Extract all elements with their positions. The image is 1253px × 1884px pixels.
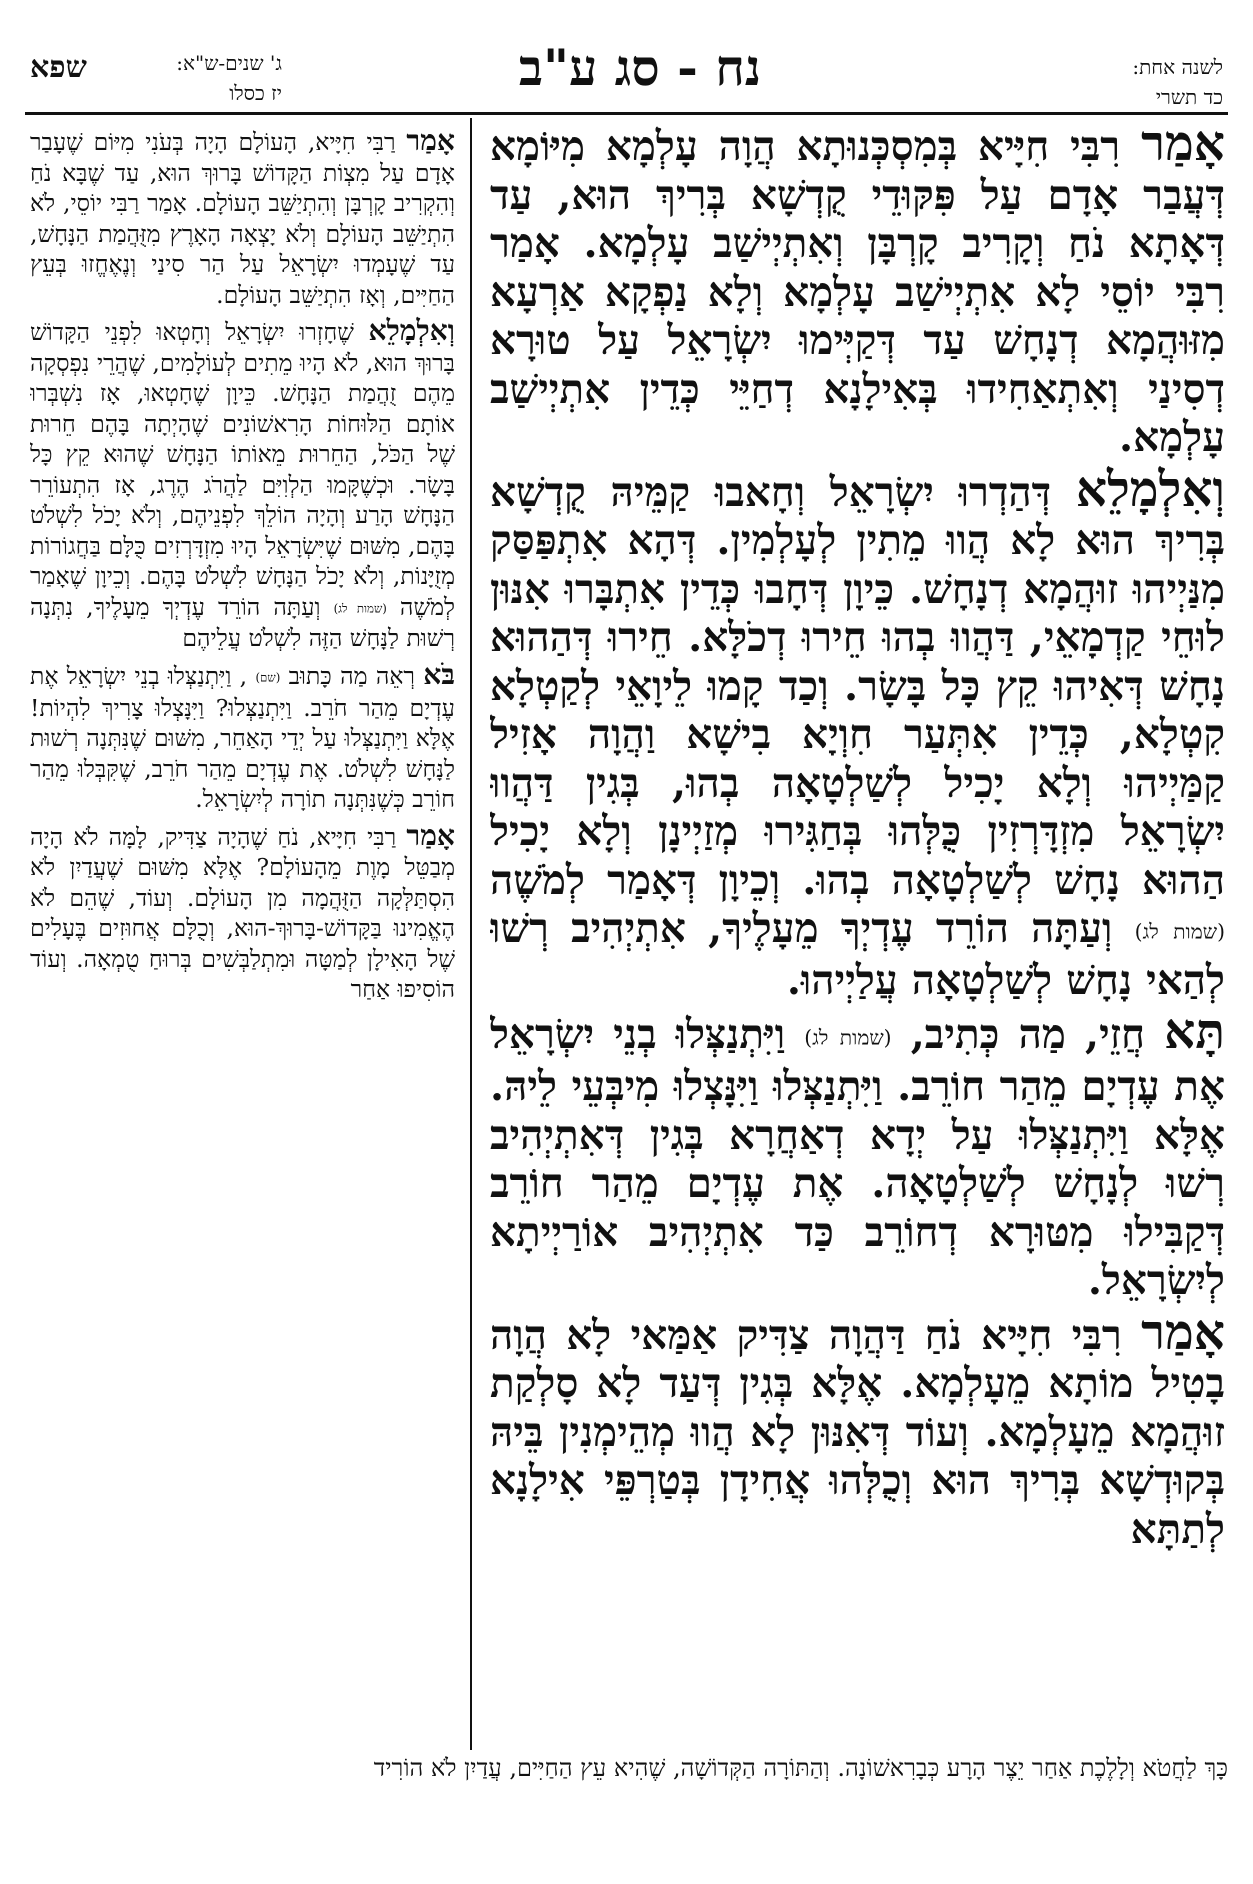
paragraph-text: דְּהַדְרוּ יִשְׂרָאֵל וְחָאבוּ קַמֵּיהּ קֻדְשָׁא בְּרִיךְ הוּא לָא הֲווּ מֵתִין לְעָלְמִין. דְּהָא אִתְפַּסַּק מִנַּיְיהוּ זוּהֲמָא דְנָחָשׁ. כֵּיוָן דְּחָבוּ כְּדֵין אִתְבָּרוּ אִנּוּן לוּחֵי קַדְמָאֵי, דַּהֲווּ בְהוּ חֵירוּ דְכֹלָּא. חֵירוּ דְּהַהוּא נָחָשׁ דְּאִיהוּ קֵץ כָּל בָּשָׂר. וְכַד קָמוּ לֵיוָאֵי לְקַטְלָא קִטְלָא, כְּדֵין אִתְּעַר חִוְיָא בִישָׁא וַהֲוָה אָזִיל קַמַּיְיהוּ וְלָא יָכִיל לְשַׁלְטָאָה בְהוּ, בְּגִין דַּהֲווּ יִשְׂרָאֵל מִזְדָּרְזִין כֻּלְּהוּ בְּחַגִּירוּ מְזַיְינָן וְלָא יָכִיל הַהוּא נָחָשׁ לְשַׁלְטָאָה בְהוּ. וְכֵיוָן דְּאָמַר לְמֹשֶׁה xyxy=(490,467,1225,904)
paragraph-text: רַבִּי חִיָּיא, נֹחַ שֶׁהָיָה צַדִּיק, לָמָּה לֹא הָיָה מְבַטֵּל מָוֶת מֵהָעוֹלָם? אֶלָּא מִשּׁוּם שֶׁעֲדַיִן לֹא הִסְתַּלְּקָה הַזֻּהֲמָה מִן הָעוֹלָם. וְעוֹד, שֶׁהֵם לֹא הֶאֱמִינוּ בַּקָּדוֹשׁ-בָּרוּךְ-הוּא, וְכֻלָּם אֲחוּזִים בֶּעָלִים שֶׁל הָאִילָן לְמַטָּה וּמִתְלַבְּשִׁים בְּרוּחַ טֻמְאָה. וְעוֹד הוֹסִיפוּ אַחַר xyxy=(30,822,455,1003)
page-header xyxy=(0,0,1253,110)
paragraph xyxy=(490,120,1225,462)
paragraph xyxy=(490,460,1225,1005)
paragraph xyxy=(30,126,455,310)
schedule-date: יז כסלו xyxy=(229,81,282,105)
paragraph xyxy=(30,657,455,815)
paragraph-text: רִבִּי חִיָּיא בְּמִסְכְּנוּתָא הֲוָה עָלְמָא מִיּוֹמָא דְּעֲבַר אָדָם עַל פִּקּוּדֵי קֻדְשָׁא בְּרִיךְ הוּא, עַד דְּאָתָא נֹחַ וְקָרִיב קָרְבָּן וְאִתְיְישַׁב עָלְמָא. אָמַר רִבִּי יוֹסֵי לָא אִתְיְישַׁב עָלְמָא וְלָא נַפְקָא אַרְעָא מִזּוּהֲמָא דְנָחָשׁ עַד דְּקַיְּימוּ יִשְׂרָאֵל עַל טוּרָא דְסִינַי וְאִתְאַחִידוּ בְּאִילָנָא דְחַיֵּי כְּדֵין אִתְיְישַׁב עָלְמָא. xyxy=(490,122,1225,461)
scripture-reference: (שמות לג) xyxy=(1134,919,1225,944)
study-schedule-one-year xyxy=(1003,52,1223,112)
main-text-column xyxy=(490,120,1225,1750)
paragraph-text: רִבִּי חִיָּיא נֹחַ דַּהֲוָה צַדִּיק אַמַּאי לָא הֲוָה בָטִיל מוֹתָא מֵעָלְמָא. אֶלָּא בְּגִין דְּעַד לָא סָלְקַת זוּהֲמָא מֵעָלְמָא. וְעוֹד דְּאִנּוּן לָא הֲווּ מְהֵימְנִין בֵּיהּ בְּקוּדְשָׁא בְּרִיךְ הוּא וְכֻלְּהוּ אֲחִידָן בְּטַרְפֵּי אִילָנָא לְתַתָּא xyxy=(490,1310,1225,1553)
page-number: שפא xyxy=(30,50,87,85)
paragraph xyxy=(30,316,455,654)
paragraph-text: רְאֵה מַה כָּתוּב xyxy=(288,661,415,690)
study-schedule-three-years xyxy=(112,48,282,108)
paragraph-opener: וְאִלְמָלֵא xyxy=(368,314,455,347)
paragraph-opener: אָמַר xyxy=(1141,120,1225,172)
scripture-reference: (שמות לג) xyxy=(804,1025,892,1050)
paragraph-opener: אָמַר xyxy=(1141,1303,1225,1361)
paragraph-text: חֲזֵי, מַה כְּתִיב, xyxy=(910,1010,1145,1059)
paragraph-text: שֶׁחָזְרוּ יִשְׂרָאֵל וְחָטְאוּ לִפְנֵי הַקָּדוֹשׁ בָּרוּךְ הוּא, לֹא הָיוּ מֵתִים לְעוֹלָמִים, שֶׁהֲרֵי נִפְסְקָה מֵהֶם זֻהֲמַת הַנָּחָשׁ. כֵּיוָן שֶׁחָטְאוּ, אָז נִשְׁבְּרוּ אוֹתָם הַלּוּחוֹת הָרִאשׁוֹנִים שֶׁהָיְתָה בָּהֶם חֵרוּת שֶׁל הַכֹּל, הַחֵרוּת מֵאוֹתוֹ הַנָּחָשׁ שֶׁהוּא קֵץ כָּל בָּשָׂר. וּכְשֶׁקָּמוּ הַלְוִיִּם לַהֲרֹג הֶרֶג, אָז הִתְעוֹרֵר הַנָּחָשׁ הָרַע וְהָיָה הוֹלֵךְ לִפְנֵיהֶם, וְלֹא יָכֹל לִשְׁלֹט בָּהֶם, מִשּׁוּם שֶׁיִּשְׂרָאֵל הָיוּ מִזְדָּרְזִים כֻּלָּם בַּחֲגוֹרוֹת מְזֻיָּנוֹת, וְלֹא יָכֹל הַנָּחָשׁ לִשְׁלֹט בָּהֶם. וְכֵיוָן שֶׁאָמַר לְמֹשֶׁה xyxy=(30,318,455,621)
scripture-reference: (שמות לג) xyxy=(333,600,387,615)
paragraph xyxy=(490,1003,1225,1304)
paragraph-text: , וַיִּתְנַצְּלוּ בְנֵי יִשְׂרָאֵל אֶת עֶדְיָם מֵהַר חֹרֵב. וַיִּתְנַצְּלוּ? וַיִּנָּצְלוּ צָרִיךְ לִהְיוֹת! אֶלָּא וַיִּתְנַצְּלוּ עַל יְדֵי הָאַחֵר, מִשּׁוּם שֶׁנִּתְּנָה רְשׁוּת לַנָּחָשׁ לִשְׁלֹט. אֶת עֶדְיָם מֵהַר חֹרֵב, שֶׁקִּבְּלוּ מֵהַר חוֹרֵב כְּשֶׁנִּתְּנָה תוֹרָה לְיִשְׂרָאֵל. xyxy=(30,661,455,813)
paragraph-opener: אָמַר xyxy=(406,126,455,157)
paragraph-opener: בֹּא xyxy=(423,657,455,691)
paragraph-text: רַבִּי חִיָּיא, הָעוֹלָם הָיָה בְּעֹנִי מִיּוֹם שֶׁעָבַר אָדָם עַל מִצְוֹת הַקָּדוֹשׁ בָּרוּךְ הוּא, עַד שֶׁבָּא נֹחַ וְהִקְרִיב קָרְבָּן וְהִתְיַשֵּׁב הָעוֹלָם. אָמַר רַבִּי יוֹסֵי, לֹא הִתְיַשֵּׁב הָעוֹלָם וְלֹא יָצְאָה הָאָרֶץ מִזֻּהֲמַת הַנָּחָשׁ, עַד שֶׁעָמְדוּ יִשְׂרָאֵל עַל הַר סִינַי וְנֶאֶחֱזוּ בְּעֵץ הַחַיִּים, וְאָז הִתְיַשֵּׁב הָעוֹלָם. xyxy=(30,128,455,309)
schedule-label: ג' שנים-ש"א: xyxy=(176,51,282,75)
page-title: נח - סג ע"ב xyxy=(518,38,762,97)
paragraph-text: וְעַתָּה הוֹרֵד עֶדְיְךָ מֵעָלֶיךָ, נִתְּנָה רְשׁוּת לַנָּחָשׁ הַזֶּה לִשְׁלֹט עֲלֵיהֶם xyxy=(30,592,455,653)
schedule-date: כד תשרי xyxy=(1155,85,1223,109)
paragraph xyxy=(30,818,455,1005)
paragraph-opener: וְאִלְמָלֵא xyxy=(1075,460,1225,518)
column-divider xyxy=(470,118,472,1750)
paragraph-text: וַיִּתְנַצְּלוּ בְנֵי יִשְׂרָאֵל אֶת עֶדְיָם מֵהַר חוֹרֵב. וַיִּתְנַצְּלוּ וַיִּנָּצְלוּ מִיבְּעֵי לֵיהּ. אֶלָּא וַיִּתְנַצְּלוּ עַל יְדָא דְאַחֲרָא בְּגִין דְּאִתְיְהִיב רְשׁוּ לְנָחָשׁ לְשַׁלְטָאָה. אֶת עֶדְיָם מֵהַר חוֹרֵב דְּקַבִּילוּ מִטּוּרָא דְחוֹרֵב כַּד אִתְיְהִיב אוֹרַיְיתָא לְיִשְׂרָאֵל. xyxy=(490,1010,1225,1304)
scripture-reference: (שם) xyxy=(255,670,281,684)
schedule-label: לשנה אחת: xyxy=(1132,55,1223,79)
paragraph xyxy=(490,1303,1225,1554)
paragraph-opener: אָמַר xyxy=(406,818,455,852)
paragraph-opener: תָּא xyxy=(1164,1003,1225,1061)
header-rule xyxy=(25,112,1228,115)
paragraph-text: וְעַתָּה הוֹרֵד עֶדְיְךָ מֵעָלֶיךָ, אִתְיְהִיב רְשׁוּ לְהַאי נָחָשׁ לְשַׁלְטָאָה עֲלַיְיהוּ. xyxy=(490,904,1225,1004)
translation-column xyxy=(30,126,455,1751)
continuation-line: כָּךְ לַחֲטֹא וְלָלֶכֶת אַחַר יֵצֶר הָרָע כְּבָרִאשׁוֹנָה. וְהַתּוֹרָה הַקְּדוֹשָׁה, שֶׁהִיא עֵץ הַחַיִּים, עֲדַיִן לֹא הוֹרִיד xyxy=(373,1754,1228,1782)
